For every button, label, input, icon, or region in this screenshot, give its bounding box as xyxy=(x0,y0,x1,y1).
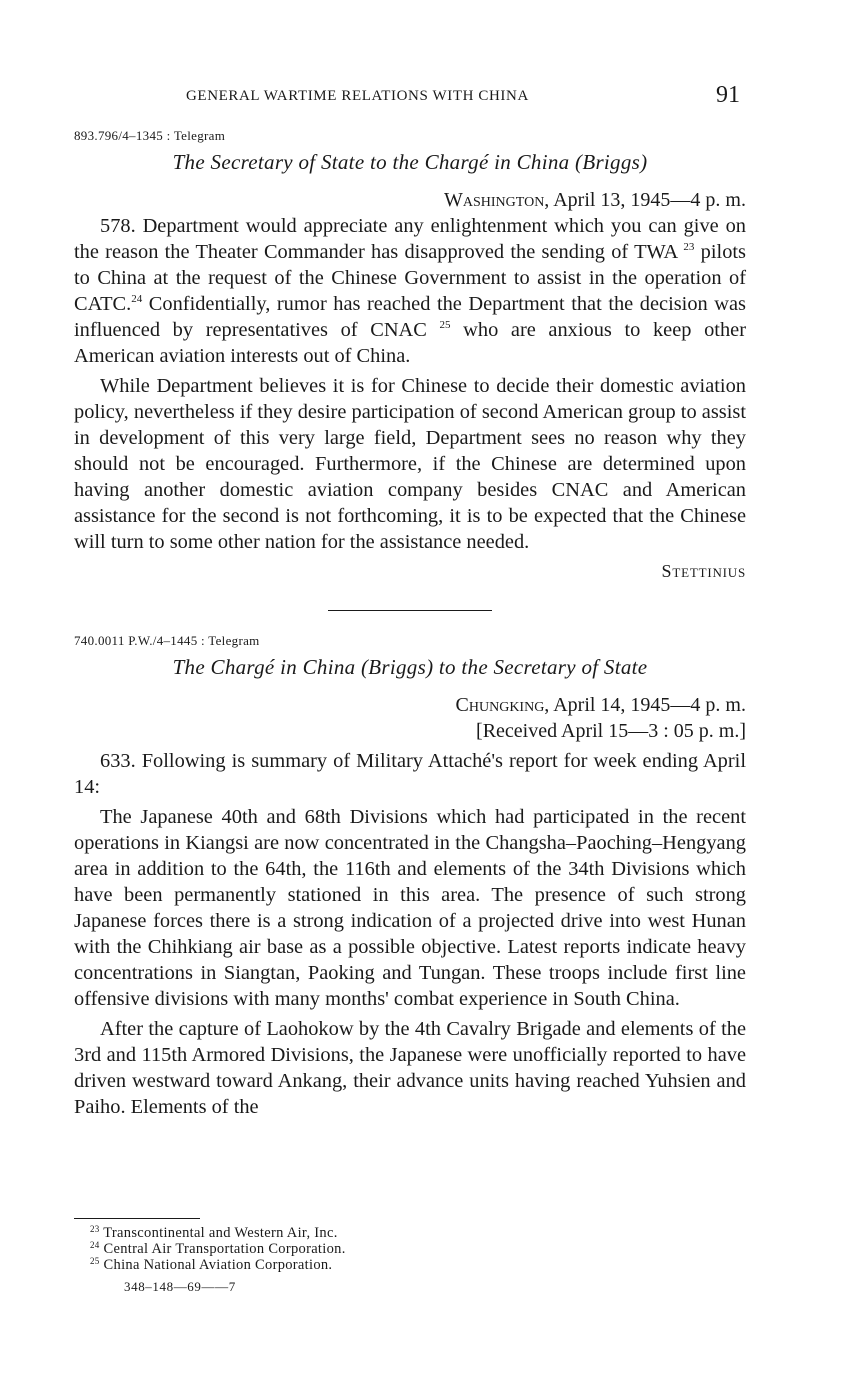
doc1-p1-text-d: who are anxious to keep other American aviation interests out of China. xyxy=(74,319,746,367)
footnote-24 xyxy=(90,1241,746,1257)
footnote-text: China National Aviation Corporation. xyxy=(103,1257,333,1273)
running-head-title: GENERAL WARTIME RELATIONS WITH CHINA xyxy=(186,88,529,104)
footnotes xyxy=(74,1218,746,1295)
doc1-paragraph-1 xyxy=(74,213,746,369)
doc1-p1-text-c: Confidentially, rumor has reached the Department that the decision was influenced by representatives of CNAC xyxy=(74,293,746,341)
doc2-dateline xyxy=(74,692,746,718)
footnote-ref-24: 24 xyxy=(131,293,143,305)
doc1-heading: The Secretary of State to the Chargé in China (Briggs) xyxy=(172,150,648,174)
page-body xyxy=(74,128,746,1120)
running-head xyxy=(74,84,746,114)
footnote-number: 24 xyxy=(90,1240,100,1250)
doc1-date-place: Washington, xyxy=(444,189,550,211)
footnote-ref-25: 25 xyxy=(439,319,451,331)
footnote-number: 25 xyxy=(90,1256,100,1266)
doc2-date-place: Chungking, xyxy=(455,694,550,716)
doc2-date-text: April 14, 1945—4 p. m. xyxy=(553,694,746,716)
doc1-p1-text-a: 578. Department would appreciate any enlightenment which you can give on the reason the Theater Commander has disapproved the sending of TWA xyxy=(74,215,746,263)
doc2-paragraph-1: 633. Following is summary of Military Attaché's report for week ending April 14: xyxy=(74,750,746,798)
doc2-heading: The Chargé in China (Briggs) to the Secretary of State xyxy=(172,655,648,679)
doc1-signature: Stettinius xyxy=(661,561,746,581)
doc1-paragraph-2: While Department believes it is for Chinese to decide their domestic aviation policy, nevertheless if they desire participation of second American group to assist in development of this very large field, Department sees no reason why they should not be encouraged. Furthermore, if the Chinese are determined upon having another domestic aviation company besides CNAC and American assistance for the second is not forthcoming, it is to be expected that the Chinese will turn to some other nation for the assistance needed. xyxy=(74,375,746,553)
doc2-file-reference: 740.0011 P.W./4–1445 : Telegram xyxy=(74,633,260,648)
footnote-ref-23: 23 xyxy=(683,241,695,253)
printer-line: 348–148—69——7 xyxy=(124,1279,236,1294)
doc2-received: [Received April 15—3 : 05 p. m.] xyxy=(476,720,746,742)
footnote-text: Central Air Transportation Corporation. xyxy=(103,1241,346,1257)
doc2-paragraph-2: The Japanese 40th and 68th Divisions which had participated in the recent operations in Kiangsi are now concentrated in the Changsha–Paoching–Hengyang area in addition to the 64th, the 116th and elements of the 34th Divisions which have been permanently stationed in this area. The presence of such strong Japanese forces there is a strong indication of a projected drive into west Hunan with the Chihkiang air base as a possible objective. Latest reports indicate heavy concentrations in Siangtan, Paoking and Tungan. These troops include first line offensive divisions with many months' combat experience in South China. xyxy=(74,806,746,1010)
doc1-dateline xyxy=(74,187,746,213)
doc2-paragraph-3: After the capture of Laohokow by the 4th Cavalry Brigade and elements of the 3rd and 115th Armored Divisions, the Japanese were unofficially reported to have driven westward toward Ankang, their advance units having reached Yuhsien and Paiho. Elements of the xyxy=(74,1018,746,1118)
footnote-23 xyxy=(90,1225,746,1241)
doc1-p1-text-b: pilots to China at the request of the Chinese Government to assist in the operation of CATC. xyxy=(74,241,746,315)
footnote-text: Transcontinental and Western Air, Inc. xyxy=(103,1225,338,1241)
footnote-25 xyxy=(90,1257,746,1273)
page-number: 91 xyxy=(716,82,740,108)
footnote-number: 23 xyxy=(90,1224,100,1234)
footnote-rule xyxy=(74,1218,200,1219)
section-divider xyxy=(328,610,492,611)
doc1-file-reference: 893.796/4–1345 : Telegram xyxy=(74,128,226,143)
doc1-date-text: April 13, 1945—4 p. m. xyxy=(553,189,746,211)
